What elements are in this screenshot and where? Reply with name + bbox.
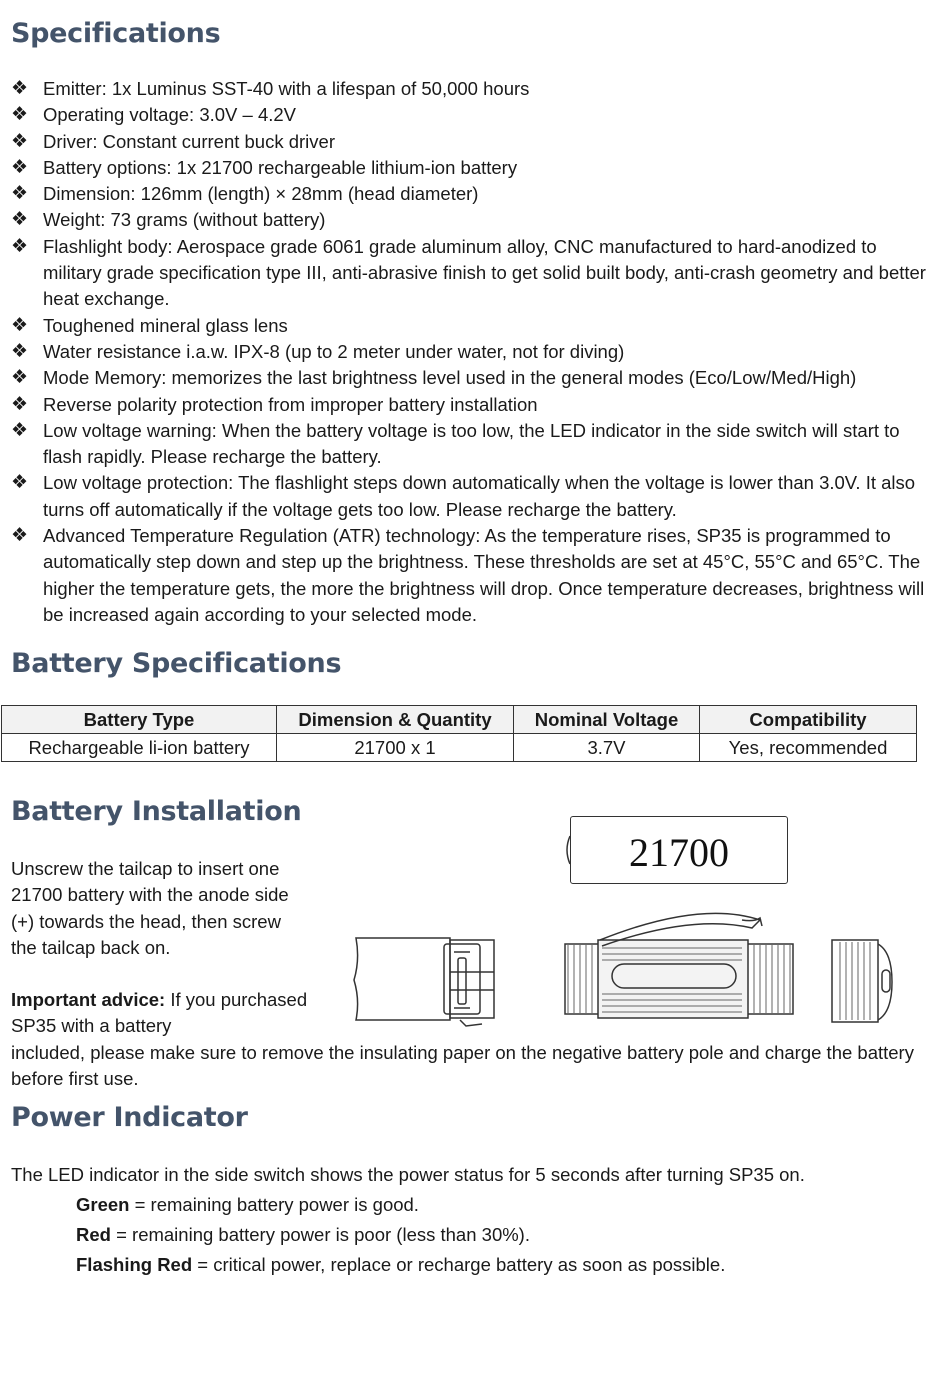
- bullet-icon: ❖: [11, 130, 29, 152]
- power-state-red: Red = remaining battery power is poor (less than 30%).: [76, 1224, 530, 1245]
- list-item: ❖ Low voltage protection: The flashlight steps down automatically when the voltage is lower than 3.0V. It also turns off automatically if the voltage gets too low. Please recharge the battery.: [11, 472, 916, 520]
- power-intro: The LED indicator in the side switch shows the power status for 5 seconds after turning SP35 on.: [11, 1164, 805, 1185]
- table-header: Dimension & Quantity: [277, 706, 514, 734]
- flashlight-parts-drawing: [350, 812, 910, 1032]
- bullet-icon: ❖: [11, 393, 29, 415]
- advice-label: Important advice:: [11, 989, 166, 1011]
- table-header: Nominal Voltage: [514, 706, 700, 734]
- list-item: ❖ Emitter: 1x Luminus SST-40 with a lifespan of 50,000 hours: [11, 76, 936, 102]
- list-item: ❖ Driver: Constant current buck driver: [11, 129, 936, 155]
- table-cell: 3.7V: [514, 734, 700, 762]
- bullet-icon: ❖: [11, 340, 29, 362]
- bullet-icon: ❖: [11, 104, 29, 126]
- power-state-green: Green = remaining battery power is good.: [76, 1194, 419, 1215]
- flashlight-diagram: [350, 812, 910, 1032]
- list-item: ❖ Reverse polarity protection from improper battery installation: [11, 392, 936, 418]
- advice-text: If you purchased SP35 with a battery: [11, 989, 308, 1037]
- list-item: ❖ Water resistance i.a.w. IPX-8 (up to 2 meter under water, not for diving): [11, 339, 936, 365]
- bullet-icon: ❖: [11, 156, 29, 178]
- table-header: Compatibility: [700, 706, 917, 734]
- installation-text: Unscrew the tailcap to insert one 21700 battery with the anode side (+) towards the head, then screw the tailcap back on.: [11, 858, 289, 958]
- battery-installation-heading: Battery Installation: [11, 796, 302, 827]
- installation-instructions: [11, 856, 311, 1040]
- table-header: Battery Type: [2, 706, 277, 734]
- bullet-icon: ❖: [11, 314, 29, 336]
- bullet-icon: ❖: [11, 472, 29, 494]
- power-indicator-heading: Power Indicator: [11, 1102, 248, 1133]
- battery-model-text: 21700: [629, 830, 729, 875]
- bullet-icon: ❖: [11, 183, 29, 205]
- power-indicator-section: [11, 1160, 936, 1280]
- table-header-row: [2, 706, 917, 734]
- specifications-list: [11, 76, 936, 628]
- bullet-icon: ❖: [11, 525, 29, 547]
- list-item: ❖ Toughened mineral glass lens: [11, 313, 936, 339]
- list-item: ❖ Mode Memory: memorizes the last brightness level used in the general modes (Eco/Low/Med/High): [11, 365, 936, 391]
- power-state-flashing-red: Flashing Red = critical power, replace or recharge battery as soon as possible.: [76, 1254, 726, 1275]
- list-item: ❖ Dimension: 126mm (length) × 28mm (head diameter): [11, 181, 936, 207]
- list-item: ❖ Weight: 73 grams (without battery): [11, 207, 936, 233]
- battery-table: [1, 705, 917, 762]
- list-item: ❖ Advanced Temperature Regulation (ATR) technology: As the temperature rises, SP35 is programmed to automatically step down and step up the brightness. These thresholds are set at 45°C, 55°C and 65°C. The higher the temperature gets, the more the brightness will drop. Once temperature decreases, brightness will be increased again according to your selected mode.: [11, 525, 925, 625]
- table-cell: Yes, recommended: [700, 734, 917, 762]
- table-row: [2, 734, 917, 762]
- list-item: ❖ Flashlight body: Aerospace grade 6061 grade aluminum alloy, CNC manufactured to hard-anodized to military grade specification type III, anti-abrasive finish to get solid built body, anti-crash geometry and better heat exchange.: [11, 235, 926, 310]
- specifications-heading: Specifications: [11, 18, 221, 49]
- list-item: ❖ Battery options: 1x 21700 rechargeable lithium-ion battery: [11, 155, 936, 181]
- important-advice: [11, 987, 311, 1040]
- bullet-icon: ❖: [11, 209, 29, 231]
- list-item: ❖ Low voltage warning: When the battery voltage is too low, the LED indicator in the side switch will start to flash rapidly. Please recharge the battery.: [11, 419, 900, 468]
- table-cell: 21700 x 1: [277, 734, 514, 762]
- table-cell: Rechargeable li-ion battery: [2, 734, 277, 762]
- bullet-icon: ❖: [11, 235, 29, 257]
- bullet-icon: ❖: [11, 419, 29, 441]
- advice-continued: included, please make sure to remove the insulating paper on the negative battery pole and charge the battery before first use.: [11, 1042, 914, 1090]
- bullet-icon: ❖: [11, 367, 29, 389]
- battery-specifications-heading: Battery Specifications: [11, 648, 342, 679]
- bullet-icon: ❖: [11, 78, 29, 99]
- list-item: ❖ Operating voltage: 3.0V – 4.2V: [11, 102, 936, 128]
